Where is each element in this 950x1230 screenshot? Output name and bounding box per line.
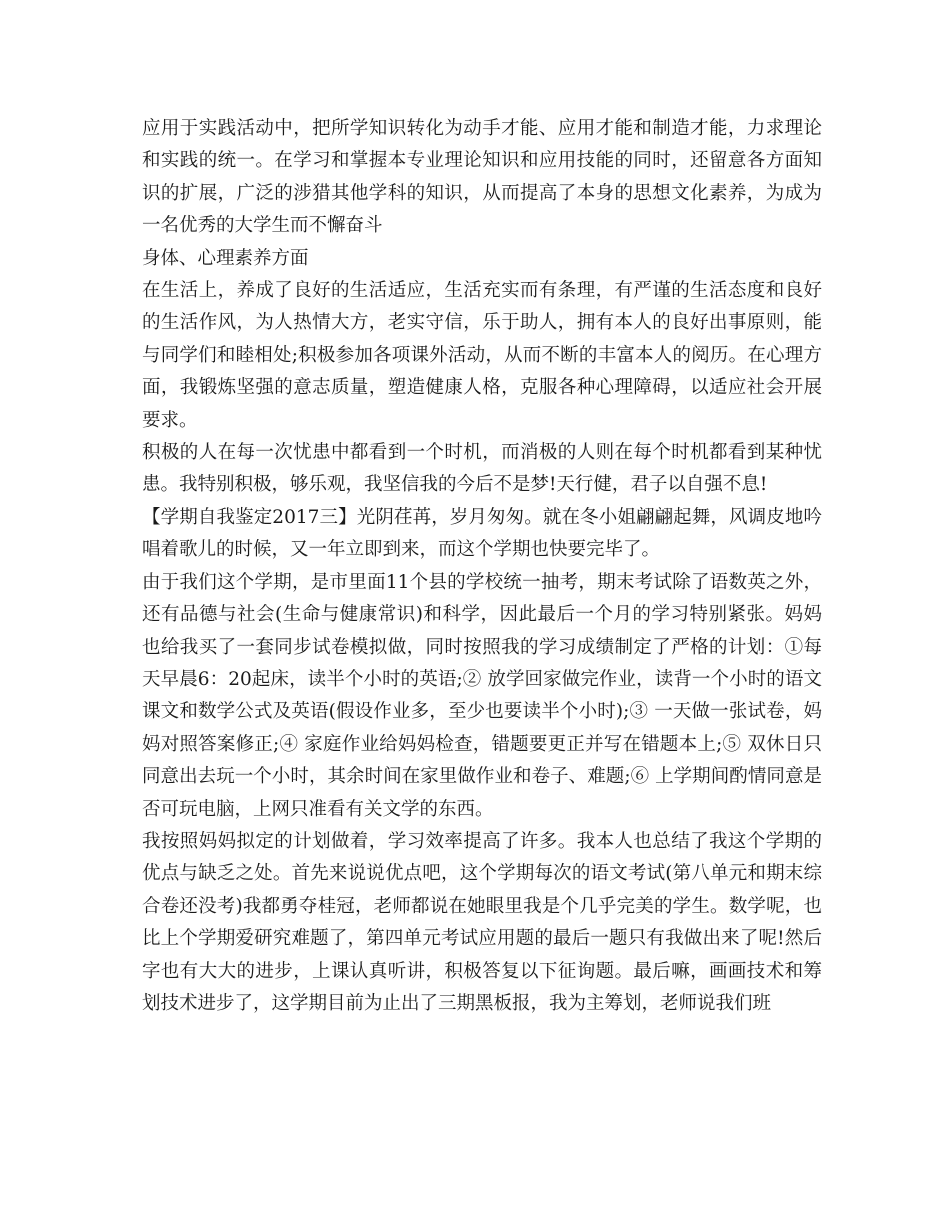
paragraph-positive-attitude: 积极的人在每一次忧患中都看到一个时机，而消极的人则在每个时机都看到某种忧患。我特别积极，够乐观，我坚信我的今后不是梦!天行健，君子以自强不息! bbox=[142, 442, 822, 496]
document-body bbox=[142, 113, 822, 1020]
paragraph-life-habits: 在生活上，养成了良好的生活适应，生活充实而有条理，有严谨的生活态度和良好的生活作风，为人热情大方，老实守信，乐于助人，拥有本人的良好出事原则，能与同学们和睦相处;积极参加各项课外活动，从而不断的丰富本人的阅历。在心理方面，我锻炼坚强的意志质量，塑造健康人格，克服各种心理障碍，以适应社会开展要求。 bbox=[142, 280, 822, 431]
paragraph-self-review: 我按照妈妈拟定的计划做着，学习效率提高了许多。我本人也总结了我这个学期的优点与缺乏之处。首先来说说优点吧，这个学期每次的语文考试(第八单元和期末综合卷还没考)我都勇夺桂冠，老师都说在她眼里我是个几乎完美的学生。数学呢，也比上个学期爱研究难题了，第四单元考试应用题的最后一题只有我做出来了呢!然后字也有大大的进步，上课认真听讲，积极答复以下征询题。最后嘛，画画技术和筹划技术进步了，这学期目前为止出了三期黑板报，我为主筹划，老师说我们班 bbox=[142, 830, 822, 1014]
section-heading-physical-mental: 身体、心理素养方面 bbox=[142, 247, 309, 269]
paragraph-study-plan: 由于我们这个学期，是市里面11个县的学校统一抽考，期末考试除了语数英之外，还有品德与社会(生命与健康常识)和科学，因此最后一个月的学习特别紧张。妈妈也给我买了一套同步试卷模拟做，同时按照我的学习成绩制定了严格的计划：①每天早晨6：20起床，读半个小时的英语;② 放学回家做完作业，读背一个小时的语文课文和数学公式及英语(假设作业多，至少也要读半个小时);③ 一天做一张试卷，妈妈对照答案修正;④ 家庭作业给妈妈检查，错题要更正并写在错题本上;⑤ 双休日只同意出去玩一个小时，其余时间在家里做作业和卷子、难题;⑥ 上学期间酌情同意是否可玩电脑，上网只准看有关文学的东西。 bbox=[142, 571, 822, 820]
paragraph-practice-summary: 应用于实践活动中，把所学知识转化为动手才能、应用才能和制造才能，力求理论和实践的统一。在学习和掌握本专业理论知识和应用技能的同时，还留意各方面知识的扩展，广泛的涉猎其他学科的知识，从而提高了本身的思想文化素养，为成为一名优秀的大学生而不懈奋斗 bbox=[142, 118, 822, 237]
paragraph-semester-intro: 【学期自我鉴定2017三】光阴荏苒，岁月匆匆。就在冬小姐翩翩起舞，风调皮地吟唱着歌儿的时候，又一年立即到来，而这个学期也快要完毕了。 bbox=[142, 506, 822, 561]
